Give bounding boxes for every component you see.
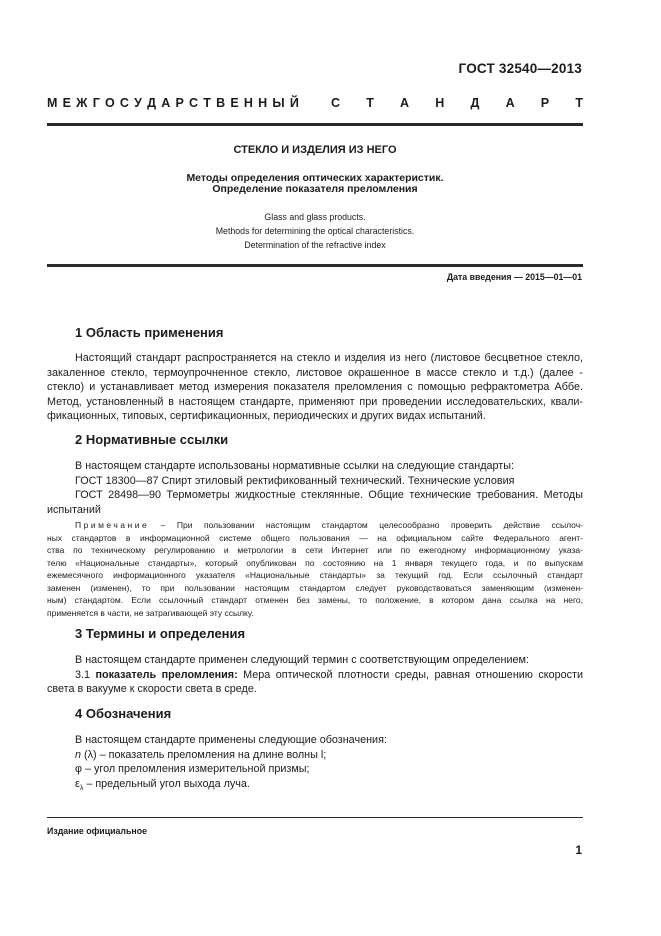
symbol-line: n (λ) – показатель преломления на длине волны l; bbox=[75, 748, 327, 761]
document-subtitle-line-1: Методы определения оптических характеристик. bbox=[186, 172, 444, 184]
symbol-phi: φ bbox=[75, 763, 83, 775]
symbol-epsilon: ε bbox=[75, 777, 80, 790]
text-line: В настоящем стандарте использованы нормативные ссылки на следующие стандарты: bbox=[75, 460, 514, 472]
text-line: испытаний bbox=[47, 503, 101, 516]
note-line: ным) стандартом. Если ссылочный стандарт отменен без замены, то положение, в котором дана ссылка на него, bbox=[47, 595, 583, 605]
section-2-text bbox=[47, 459, 583, 517]
document-title: СТЕКЛО И ИЗДЕЛИЯ ИЗ НЕГО bbox=[233, 144, 397, 156]
term-definition: Мера оптической плотности среды, равная отношению скорости bbox=[243, 668, 584, 681]
symbol-line: $\varepsilon_\lambda$ – предельный угол выхода луча. bbox=[75, 777, 250, 792]
standard-code: ГОСТ 32540—2013 bbox=[458, 61, 582, 76]
section-4-heading: 4 Обозначения bbox=[75, 706, 172, 721]
text-line: В настоящем стандарте применен следующий термин с соответствующим определением: bbox=[75, 654, 529, 666]
text-line: фикационных, типовых, сертификационных, периодических и других видах испытаний. bbox=[47, 410, 486, 422]
text-line: Настоящий стандарт распространяется на стекло и изделия из него (листовое бесцветное стекло, bbox=[75, 352, 583, 364]
term-number: 3.1 bbox=[75, 668, 91, 681]
standard-kind bbox=[47, 96, 583, 110]
note-line: применяется в части, не затрагивающей эту ссылку. bbox=[47, 607, 254, 618]
term-definition-line bbox=[47, 668, 583, 683]
section-4-text bbox=[47, 733, 583, 796]
note-line: телю «Национальные стандарты», который опубликован по состоянию на 1 января текущего года, и по выпускам bbox=[47, 557, 583, 568]
note-line: Примечание – При пользовании настоящим стандартом целесообразно проверить действие ссылоч- bbox=[75, 520, 583, 530]
footer-rule bbox=[47, 817, 583, 818]
kind-word-interstate: М Е Ж Г О С У Д А Р С Т В Е Н Н Ы Й bbox=[47, 96, 299, 110]
symbol-n: n bbox=[75, 748, 82, 761]
term-definition-continuation: света в вакууме к скорости света в среде. bbox=[47, 683, 257, 695]
note-line: ства по техническому регулированию и метрологии в сети Интернет или по ежегодному информационному указа- bbox=[47, 545, 583, 555]
text-line: Метод, установленный в настоящем стандарте, применяют при проведении исследовательских, квали- bbox=[47, 395, 583, 408]
text-line: ГОСТ 28498—90 Термометры жидкостные стеклянные. Общие технические требования. Методы bbox=[75, 489, 583, 501]
note-line: ных стандартов в информационной системе общего пользования — на официальном сайте Федерального агент- bbox=[47, 532, 583, 543]
symbol-line: φ – угол преломления измерительной призмы; bbox=[75, 763, 310, 775]
section-3-text bbox=[47, 653, 583, 697]
title-rule bbox=[47, 264, 583, 267]
section-3-heading: 3 Термины и определения bbox=[75, 626, 246, 641]
edition-note: Издание официальное bbox=[47, 826, 147, 836]
english-title-line-1: Glass and glass products. bbox=[264, 212, 366, 222]
text-line: В настоящем стандарте применены следующие обозначения: bbox=[75, 734, 387, 746]
header-rule bbox=[47, 123, 583, 126]
note-line: ежемесячного информационного указателя «Национальные стандарты» за текущий год. Если ссылочный стандарт bbox=[47, 570, 583, 580]
english-title-line-3: Determination of the refractive index bbox=[244, 240, 386, 250]
note-label: Примечание bbox=[75, 520, 150, 530]
section-1-text bbox=[47, 351, 583, 424]
section-2-note bbox=[47, 519, 583, 619]
english-title-line-2: Methods for determining the optical characteristics. bbox=[215, 226, 415, 236]
kind-word-standard: С Т А Н Д А Р Т bbox=[331, 96, 583, 110]
text-line: закаленное стекло, термоупрочненное стекло, листовое окрашенное в массе стекло и т.д.) (далее - bbox=[47, 366, 583, 379]
introduction-date: Дата введения — 2015—01—01 bbox=[446, 272, 582, 282]
text-line: ГОСТ 18300—87 Спирт этиловый ректификованный технический. Технические условия bbox=[75, 474, 515, 487]
document-subtitle-line-2: Определение показателя преломления bbox=[212, 183, 418, 195]
section-2-heading: 2 Нормативные ссылки bbox=[75, 432, 229, 447]
term: показатель преломления: bbox=[95, 668, 238, 681]
text-line: стекло) и устанавливает метод измерения показателя преломления с помощью рефрактометра Аббе. bbox=[47, 381, 583, 393]
section-1-heading: 1 Область применения bbox=[75, 325, 224, 340]
note-line: заменен (изменен), то при пользовании настоящим стандартом следует руководствоваться заменяющим (изменен- bbox=[47, 582, 583, 593]
page-number: 1 bbox=[575, 843, 582, 857]
symbol-subscript: λ bbox=[79, 784, 84, 792]
